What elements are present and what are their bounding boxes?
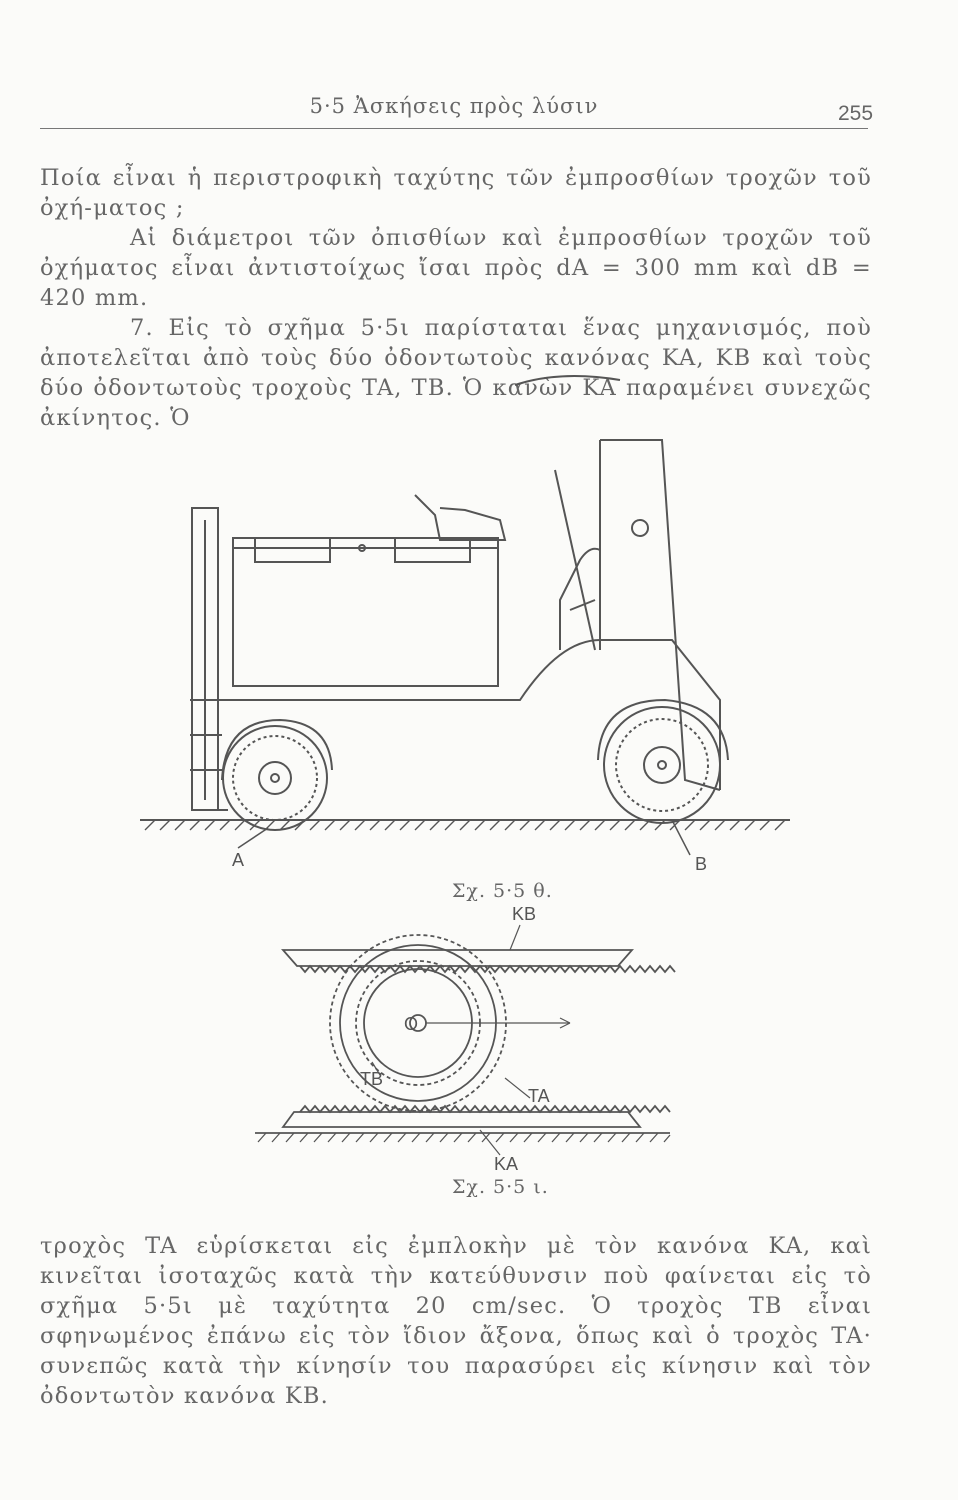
ground-hatching <box>145 820 785 830</box>
rack-kb <box>283 950 632 966</box>
counterweight <box>600 440 720 790</box>
running-title: 5·5 Ἀσκήσεις πρὸς λύσιν <box>309 94 599 118</box>
seat <box>415 495 505 540</box>
forklift-figure <box>140 376 790 855</box>
text-bottom <box>40 1231 872 1411</box>
wheel-a <box>223 726 327 830</box>
steering-wheel <box>515 376 620 385</box>
page-number: 255 <box>838 102 874 125</box>
battery-box <box>233 538 498 686</box>
paragraph: Ποία εἶναι ἡ περιστροφικὴ ταχύτης τῶν ἐμπροσθίων τροχῶν τοῦ ὀχή-ματος ; <box>40 165 872 221</box>
paragraph: τροχὸς TA εὑρίσκεται εἰς ἐμπλοκὴν μὲ τὸν κανόνα KA, καὶ κινεῖται ἰσοταχῶς κατὰ τὴν κατεύθυνσιν ποὺ φαίνεται εἰς τὸ σχῆμα 5·5ι μὲ ταχύτητα 20 cm/sec. Ὁ τροχὸς TB εἶναι σφηνωμένος ἐπάνω εἰς τὸν ἴδιον ἄξονα, ὅπως καὶ ὁ τροχὸς TA· συνεπῶς κατὰ τὴν κίνησίν του παρασύρει εἰς κίνησιν καὶ τὸν ὀδοντωτὸν κανόνα KB. <box>40 1233 872 1409</box>
label-ta: TA <box>528 1086 550 1106</box>
figure-caption: Σχ. 5·5 ι. <box>452 1176 549 1198</box>
figure-caption: Σχ. 5·5 θ. <box>452 880 553 902</box>
label-o: O <box>404 1014 419 1034</box>
gear-figure <box>255 925 675 1155</box>
label-tb: TB <box>360 1069 384 1089</box>
paragraph: 7. Εἰς τὸ σχῆμα 5·5ι παρίσταται ἕνας μηχανισμός, ποὺ ἀποτελεῖται ἀπὸ τοὺς δύο ὀδοντωτοὺς κανόνας KA, KB καὶ τοὺς δύο ὀδοντωτοὺς τροχοὺς TA, TB. Ὁ κανὼν KA παραμένει συνεχῶς ἀκίνητος. Ὁ <box>40 315 872 431</box>
wheel-b <box>604 707 720 823</box>
label-a: A <box>232 850 245 870</box>
label-kb: KB <box>512 904 537 924</box>
label-b: B <box>695 854 708 874</box>
paragraph: Αἱ διάμετροι τῶν ὀπισθίων καὶ ἐμπροσθίων τροχῶν τοῦ ὀχήματος εἶναι ἀντιστοίχως ἴσαι πρὸς dA = 300 mm καὶ dB = 420 mm. <box>40 225 872 311</box>
rack-ka <box>283 1112 640 1127</box>
label-ka: KA <box>494 1154 519 1174</box>
